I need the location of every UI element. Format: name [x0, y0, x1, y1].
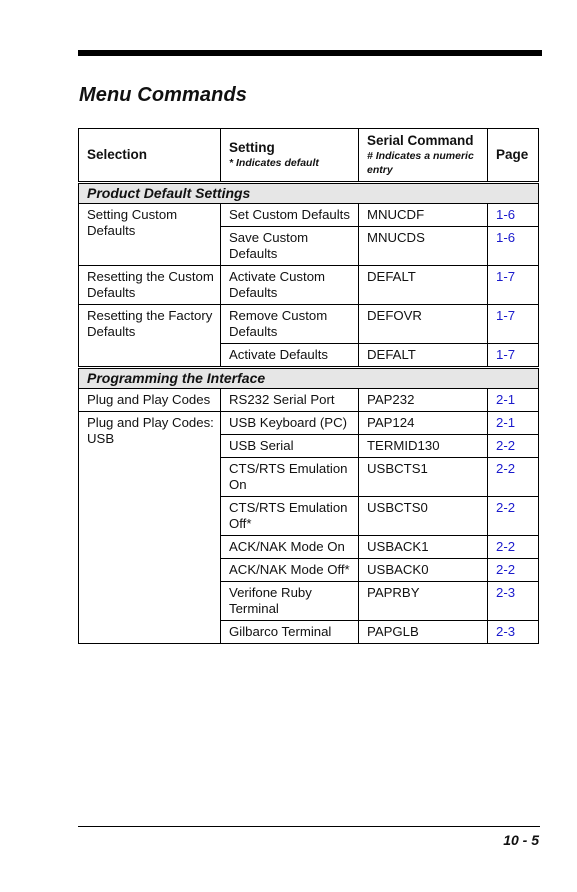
table-row	[79, 389, 539, 412]
serial-command-cell: PAPGLB	[359, 621, 488, 644]
page-link[interactable]: 1-7	[496, 308, 516, 323]
setting-cell: Remove Custom Defaults	[221, 305, 359, 344]
menu-commands-table	[78, 128, 539, 644]
page-title: Menu Commands	[79, 84, 247, 106]
page-cell	[488, 305, 539, 344]
table-row	[79, 204, 539, 227]
section-title: Programming the Interface	[79, 368, 539, 389]
serial-command-cell: DEFALT	[359, 266, 488, 305]
setting-cell: RS232 Serial Port	[221, 389, 359, 412]
page-cell	[488, 458, 539, 497]
setting-cell: USB Serial	[221, 435, 359, 458]
top-rule	[78, 50, 542, 56]
page-cell	[488, 536, 539, 559]
header-serial-command	[359, 129, 488, 183]
setting-cell: CTS/RTS Emulation On	[221, 458, 359, 497]
setting-cell: CTS/RTS Emulation Off*	[221, 497, 359, 536]
footer-page-number: 10 - 5	[503, 832, 539, 848]
page-link[interactable]: 1-7	[496, 347, 516, 362]
page-cell	[488, 582, 539, 621]
page-link[interactable]: 2-3	[496, 585, 516, 600]
page-link[interactable]: 2-2	[496, 539, 516, 554]
serial-command-cell: USBACK0	[359, 559, 488, 582]
setting-cell: Gilbarco Terminal	[221, 621, 359, 644]
selection-cell: Resetting the Custom Defaults	[79, 266, 221, 305]
setting-cell: Activate Custom Defaults	[221, 266, 359, 305]
section-row	[79, 183, 539, 204]
setting-cell: Set Custom Defaults	[221, 204, 359, 227]
page-cell	[488, 344, 539, 368]
page-cell	[488, 497, 539, 536]
setting-cell: ACK/NAK Mode Off*	[221, 559, 359, 582]
table-row	[79, 412, 539, 435]
header-page-label: Page	[496, 147, 529, 162]
selection-cell: Plug and Play Codes	[79, 389, 221, 412]
setting-cell: Verifone Ruby Terminal	[221, 582, 359, 621]
serial-command-cell: USBCTS0	[359, 497, 488, 536]
header-serial-note: # Indicates a numeric entry	[367, 150, 474, 176]
selection-cell: Plug and Play Codes: USB	[79, 412, 221, 644]
header-selection-label: Selection	[87, 147, 148, 162]
page-cell	[488, 389, 539, 412]
section-row	[79, 368, 539, 389]
table-body	[79, 183, 539, 644]
table-header-row	[79, 129, 539, 183]
selection-cell: Setting Custom Defaults	[79, 204, 221, 266]
header-setting-label: Setting	[229, 140, 275, 155]
serial-command-cell: DEFOVR	[359, 305, 488, 344]
table-row	[79, 305, 539, 344]
setting-cell: USB Keyboard (PC)	[221, 412, 359, 435]
page-link[interactable]: 2-2	[496, 500, 516, 515]
serial-command-cell: MNUCDS	[359, 227, 488, 266]
page-link[interactable]: 1-6	[496, 230, 516, 245]
page-link[interactable]: 2-3	[496, 624, 516, 639]
header-setting	[221, 129, 359, 183]
page-cell	[488, 204, 539, 227]
serial-command-cell: TERMID130	[359, 435, 488, 458]
page-link[interactable]: 1-6	[496, 207, 516, 222]
serial-command-cell: DEFALT	[359, 344, 488, 368]
header-serial-label: Serial Command	[367, 133, 474, 148]
serial-command-cell: MNUCDF	[359, 204, 488, 227]
setting-cell: ACK/NAK Mode On	[221, 536, 359, 559]
page-cell	[488, 266, 539, 305]
serial-command-cell: USBACK1	[359, 536, 488, 559]
header-page	[488, 129, 539, 183]
page-link[interactable]: 2-2	[496, 461, 516, 476]
page-cell	[488, 435, 539, 458]
header-setting-note: * Indicates default	[229, 157, 319, 169]
page-cell	[488, 559, 539, 582]
page-link[interactable]: 1-7	[496, 269, 516, 284]
section-title: Product Default Settings	[79, 183, 539, 204]
setting-cell: Save Custom Defaults	[221, 227, 359, 266]
serial-command-cell: PAP124	[359, 412, 488, 435]
page-cell	[488, 412, 539, 435]
page-cell	[488, 621, 539, 644]
setting-cell: Activate Defaults	[221, 344, 359, 368]
serial-command-cell: USBCTS1	[359, 458, 488, 497]
selection-cell: Resetting the Factory Defaults	[79, 305, 221, 368]
page-link[interactable]: 2-2	[496, 562, 516, 577]
serial-command-cell: PAP232	[359, 389, 488, 412]
page-link[interactable]: 2-1	[496, 392, 516, 407]
bottom-rule	[78, 826, 540, 827]
serial-command-cell: PAPRBY	[359, 582, 488, 621]
header-selection	[79, 129, 221, 183]
page-link[interactable]: 2-1	[496, 415, 516, 430]
page-cell	[488, 227, 539, 266]
page-link[interactable]: 2-2	[496, 438, 516, 453]
table-row	[79, 266, 539, 305]
